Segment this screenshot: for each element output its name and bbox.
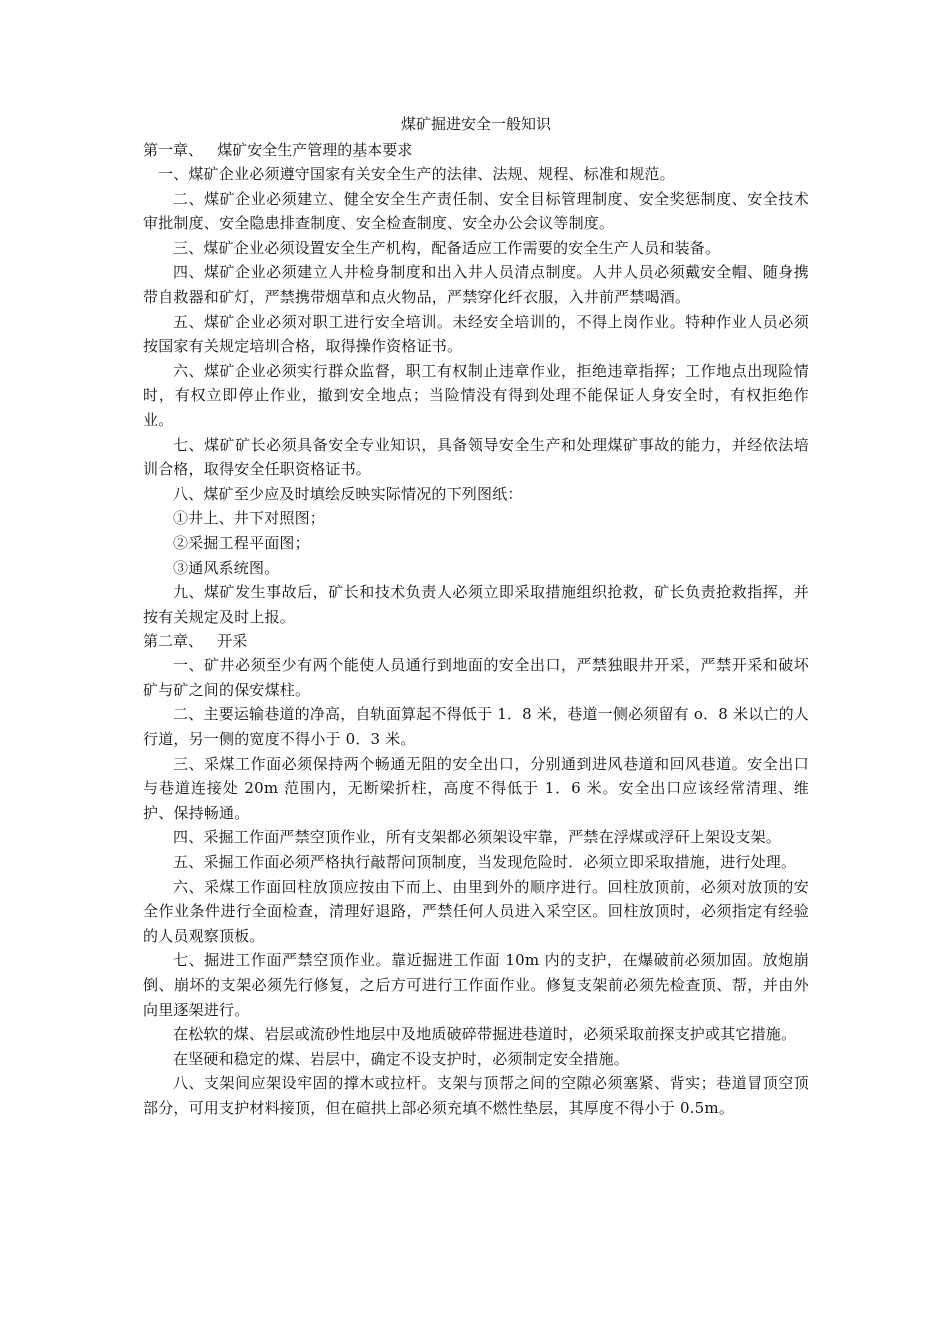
chapter-1-paragraph: 八、煤矿至少应及时填绘反映实际情况的下列图纸： — [173, 484, 523, 503]
drawing-list-item: ②采掘工程平面图； — [173, 533, 310, 552]
chapter-1-paragraph: 一、煤矿企业必须遵守国家有关安全生产的法律、法规、规程、标准和规范。 — [158, 165, 675, 183]
chapter-2-paragraph: 七、掘进工作面严禁空顶作业。靠近掘进工作面 10m 内的支护，在爆破前必须加固。放炮崩倒、崩坏的支架必须先行修复，之后方可进行工作面作业。修复支架前必须先检查顶、帮，并由外向里逐架进行。 — [143, 951, 809, 1019]
chapter-1-paragraph: 七、煤矿矿长必须具备安全专业知识，具备领导安全生产和处理煤矿事故的能力，并经依法培训合格，取得安全任职资格证书。 — [143, 435, 809, 479]
drawing-list-item: ①井上、井下对照图； — [173, 509, 326, 528]
chapter-1-paragraph: 三、煤矿企业必须设置安全生产机构，配备适应工作需要的安全生产人员和装备。 — [173, 238, 721, 257]
chapter-1-heading: 第一章、 煤矿安全生产管理的基本要求 — [143, 141, 413, 159]
chapter-2-paragraph: 三、采煤工作面必须保持两个畅通无阻的安全出口，分别通到进风巷道和回风巷道。安全出口与巷道连接处 20m 范围内，无断梁折柱，高度不得低于 1．6 米。安全出口应该经常清理、维护、保持畅通。 — [143, 754, 809, 822]
document-title: 煤矿掘进安全一般知识 — [400, 115, 551, 133]
chapter-1-paragraph: 五、煤矿企业必须对职工进行安全培训。未经安全培训的，不得上岗作业。特种作业人员必须按国家有关规定培圳合格，取得操作资格证书。 — [143, 312, 809, 356]
chapter-2-paragraph: 六、采煤工作面回柱放顶应按由下而上、由里到外的顺序进行。回柱放顶前，必须对放顶的安全作业条件进行全面检查，清理好退路，严禁任何人员进入采空区。回柱放顶时，必须指定有经验的人员观察顶板。 — [143, 877, 809, 945]
chapter-2-paragraph: 八、支架间应架设牢固的撑木或拉杆。支架与顶帮之间的空隙必须塞紧、背实；巷道冒顶空顶部分，可用支护材料接顶，但在碹拱上部必须充填不燃性垫层，其厚度不得小于 0.5m。 — [143, 1074, 809, 1117]
chapter-2-paragraph: 五、采掘工作面必须严格执行敲帮问顶制度，当发现危险时．必须立即采取措施，进行处理。 — [173, 853, 797, 872]
chapter-2-paragraph: 在松软的煤、岩层或流砂性地层中及地质破碎带掘进巷道时，必须采取前探支护或其它措施。 — [173, 1025, 797, 1044]
chapter-2-paragraph: 四、采掘工作面严禁空顶作业，所有支架都必须架设牢靠，严禁在浮煤或浮矸上架设支架。 — [173, 828, 782, 847]
chapter-1-paragraph: 九、煤矿发生事故后，矿长和技术负责人必须立即采取措施组织抢救，矿长负责抢救指挥，并按有关规定及时上报。 — [143, 583, 809, 626]
chapter-2-paragraph: 一、矿井必须至少有两个能使人员通行到地面的安全出口，严禁独眼井开采，严禁开采和破坏矿与矿之间的保安煤柱。 — [143, 656, 809, 699]
document-page — [143, 112, 809, 1121]
chapter-2-heading: 第二章、 开采 — [143, 632, 248, 651]
chapter-2-paragraph: 在坚硬和稳定的煤、岩层中，确定不设支护时，必须制定安全措施。 — [173, 1049, 630, 1068]
chapter-2-paragraph: 二、主要运输巷道的净高，自轨面算起不得低于 1．8 米，巷道一侧必须留有 o．8 米以亡的人行道，另一侧的宽度不得小于 0．3 米。 — [143, 705, 809, 749]
chapter-1-paragraph: 六、煤矿企业必须实行群众监督，职工有权制止违章作业，拒绝违章指挥；工作地点出现险情时，有权立即停止作业，撤到安全地点；当险情没有得到处理不能保证人身安全时，有权拒绝作业。 — [143, 361, 809, 429]
chapter-1-paragraph: 四、煤矿企业必须建立人井检身制度和出入井人员清点制度。人井人员必须戴安全帽、随身携带自救器和矿灯，严禁携带烟草和点火物品，严禁穿化纤衣服，入井前严禁喝酒。 — [143, 263, 809, 306]
chapter-1-paragraph: 二、煤矿企业必须建立、健全安全生产责任制、安全目标管理制度、安全奖惩制度、安全技术审批制度、安全隐患排查制度、安全检查制度、安全办公会议等制度。 — [143, 189, 809, 233]
drawing-list-item: ③通风系统图。 — [173, 558, 280, 577]
